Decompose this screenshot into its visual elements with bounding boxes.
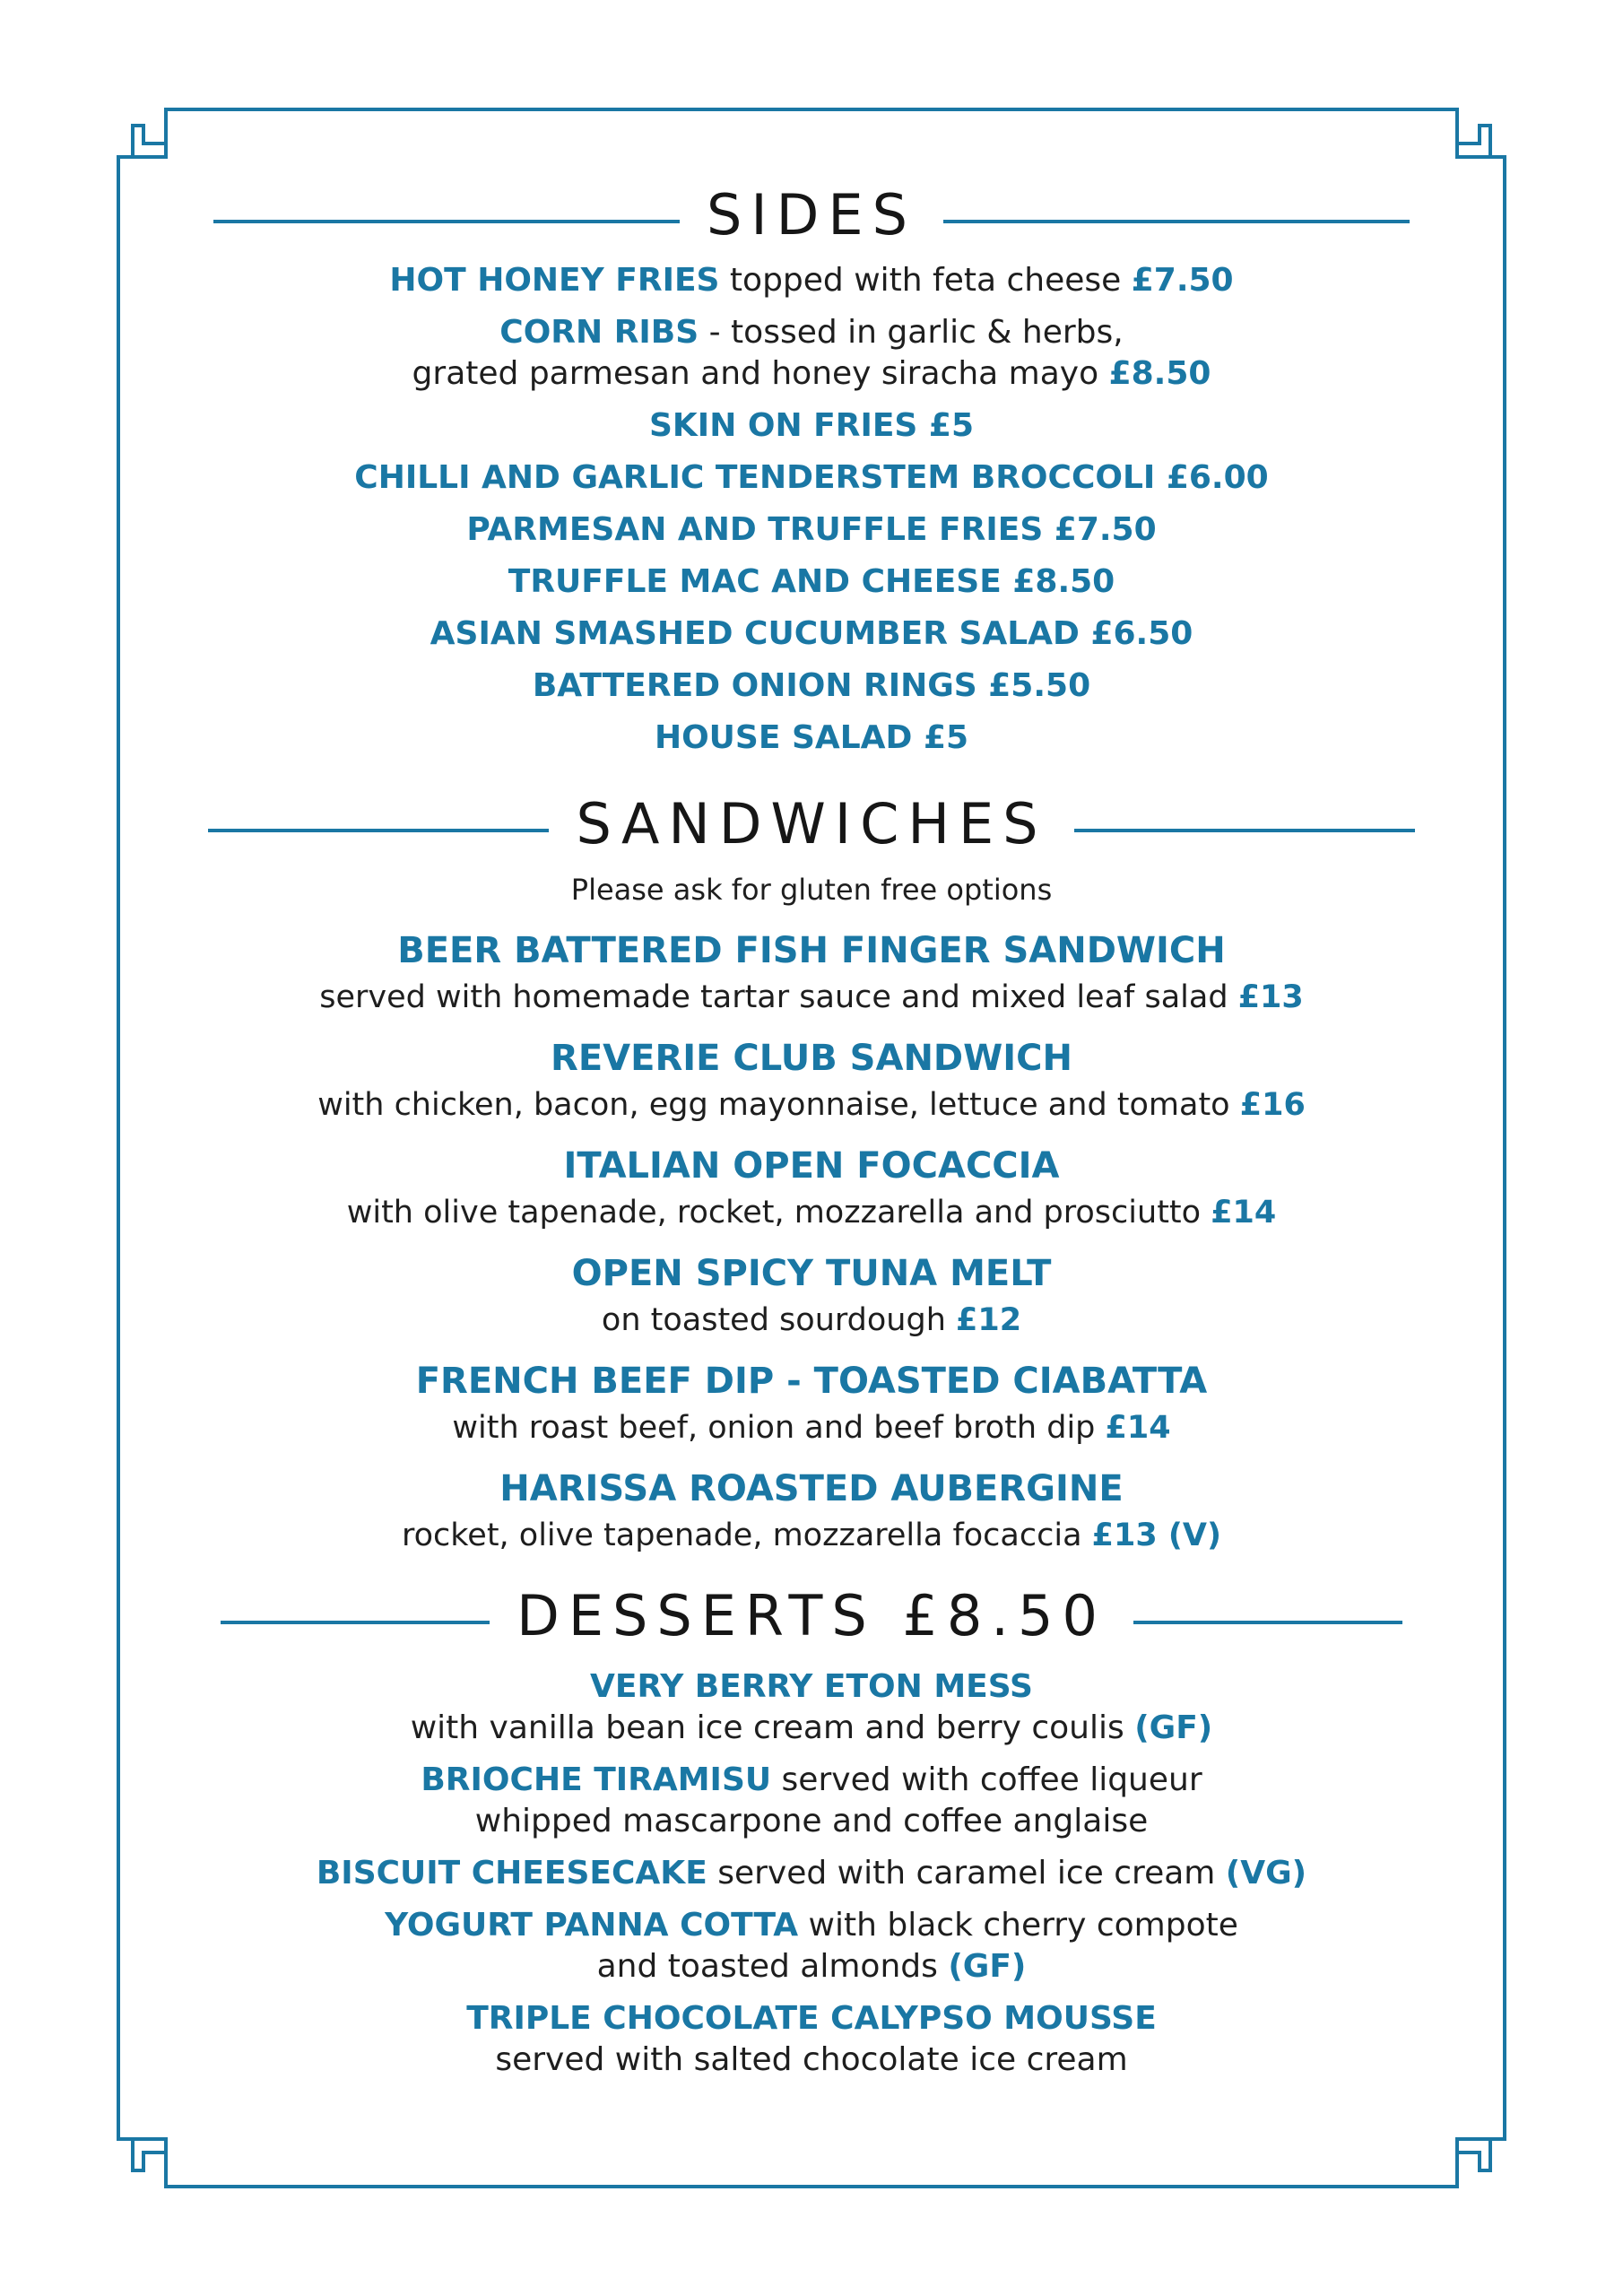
sides-section (161, 182, 1462, 759)
item-description-line2: and toasted almonds (596, 1948, 949, 1985)
desserts-section (161, 1583, 1462, 2081)
item-price: £8.50 (1108, 355, 1211, 392)
item-description-line2: whipped mascarpone and coffee anglaise (474, 1803, 1149, 1839)
item-tag: (GF) (1134, 1709, 1213, 1746)
menu-item (161, 312, 1462, 395)
desserts-heading-row (161, 1583, 1462, 1648)
item-description: on toasted sourdough (601, 1302, 957, 1338)
heading-rule-right (1133, 1621, 1402, 1624)
menu-item: ASIAN SMASHED CUCUMBER SALAD £6.50 (430, 615, 1193, 652)
item-name: BISCUIT CHEESECAKE (316, 1855, 707, 1892)
item-price: £12 (956, 1302, 1022, 1338)
item-description: with roast beef, onion and beef broth dip (452, 1410, 1106, 1446)
item-description: served with salted chocolate ice cream (495, 2041, 1128, 2078)
item-name: FRENCH BEEF DIP - TOASTED CIABATTA (415, 1361, 1208, 1402)
item-description: served with caramel ice cream (707, 1855, 1226, 1892)
menu-item (161, 1249, 1462, 1343)
sandwiches-list (161, 926, 1462, 1558)
item-description: topped with feta cheese (719, 262, 1132, 299)
menu-item (161, 1034, 1462, 1127)
menu-item (161, 1998, 1462, 2081)
menu-item (161, 926, 1462, 1020)
menu-item (161, 1666, 1462, 1749)
item-description: rocket, olive tapenade, mozzarella focaccia (401, 1518, 1092, 1553)
heading-rule-left (208, 829, 549, 832)
item-price: £7.50 (1131, 262, 1234, 299)
sandwiches-section (161, 791, 1462, 1558)
item-price: £13 (V) (1091, 1518, 1221, 1553)
heading-rule-right (943, 220, 1410, 223)
menu-item (161, 1357, 1462, 1450)
item-description: with vanilla bean ice cream and berry coulis (410, 1709, 1135, 1746)
item-name: ITALIAN OPEN FOCACCIA (563, 1145, 1060, 1187)
item-name: TRIPLE CHOCOLATE CALYPSO MOUSSE (466, 2000, 1157, 2037)
item-name: BRIOCHE TIRAMISU (421, 1761, 772, 1798)
item-description: with olive tapenade, rocket, mozzarella and prosciutto (346, 1195, 1211, 1231)
menu-item: HOUSE SALAD £5 (654, 719, 969, 756)
heading-rule-left (221, 1621, 490, 1624)
heading-rule-right (1074, 829, 1415, 832)
sides-heading: SIDES (707, 182, 916, 248)
item-description: with chicken, bacon, egg mayonnaise, lettuce and tomato (317, 1087, 1240, 1123)
sandwiches-heading-row (161, 791, 1462, 857)
item-name: HOT HONEY FRIES (389, 262, 720, 299)
menu-item (161, 260, 1462, 301)
menu-item: BATTERED ONION RINGS £5.50 (532, 667, 1091, 704)
sides-list (161, 260, 1462, 759)
item-name: HARISSA ROASTED AUBERGINE (499, 1468, 1124, 1509)
menu-item (161, 1465, 1462, 1558)
item-price: £14 (1211, 1195, 1277, 1231)
item-tag: (VG) (1225, 1855, 1307, 1892)
menu-item: SKIN ON FRIES £5 (648, 407, 974, 444)
item-name: BEER BATTERED FISH FINGER SANDWICH (397, 930, 1226, 971)
item-price: £13 (1237, 979, 1304, 1015)
item-description: served with coffee liqueur (771, 1761, 1202, 1798)
item-name: CORN RIBS (499, 314, 699, 351)
desserts-heading: DESSERTS £8.50 (516, 1583, 1107, 1648)
gluten-free-note: Please ask for gluten free options (570, 873, 1053, 907)
item-description: - tossed in garlic & herbs, (699, 314, 1124, 351)
menu-content (161, 175, 1462, 2092)
menu-item (161, 1853, 1462, 1894)
item-price: £16 (1239, 1087, 1306, 1123)
sandwiches-heading: SANDWICHES (576, 791, 1047, 857)
item-name: OPEN SPICY TUNA MELT (571, 1253, 1052, 1294)
item-tag: (GF) (948, 1948, 1027, 1985)
item-name: REVERIE CLUB SANDWICH (551, 1038, 1072, 1079)
item-price: £14 (1105, 1410, 1171, 1446)
item-name: YOGURT PANNA COTTA (385, 1907, 799, 1944)
item-name: VERY BERRY ETON MESS (590, 1668, 1033, 1705)
menu-item: CHILLI AND GARLIC TENDERSTEM BROCCOLI £6.00 (354, 459, 1269, 496)
sides-heading-row (161, 182, 1462, 248)
desserts-list (161, 1666, 1462, 2081)
heading-rule-left (213, 220, 680, 223)
menu-item (161, 1142, 1462, 1235)
item-description-line2: grated parmesan and honey siracha mayo (412, 355, 1109, 392)
menu-item (161, 1905, 1462, 1987)
item-description: served with homemade tartar sauce and mixed leaf salad (319, 979, 1238, 1015)
menu-item: PARMESAN AND TRUFFLE FRIES £7.50 (466, 511, 1157, 548)
item-description: with black cherry compote (798, 1907, 1238, 1944)
menu-item: TRUFFLE MAC AND CHEESE £8.50 (508, 563, 1115, 600)
menu-item (161, 1760, 1462, 1842)
